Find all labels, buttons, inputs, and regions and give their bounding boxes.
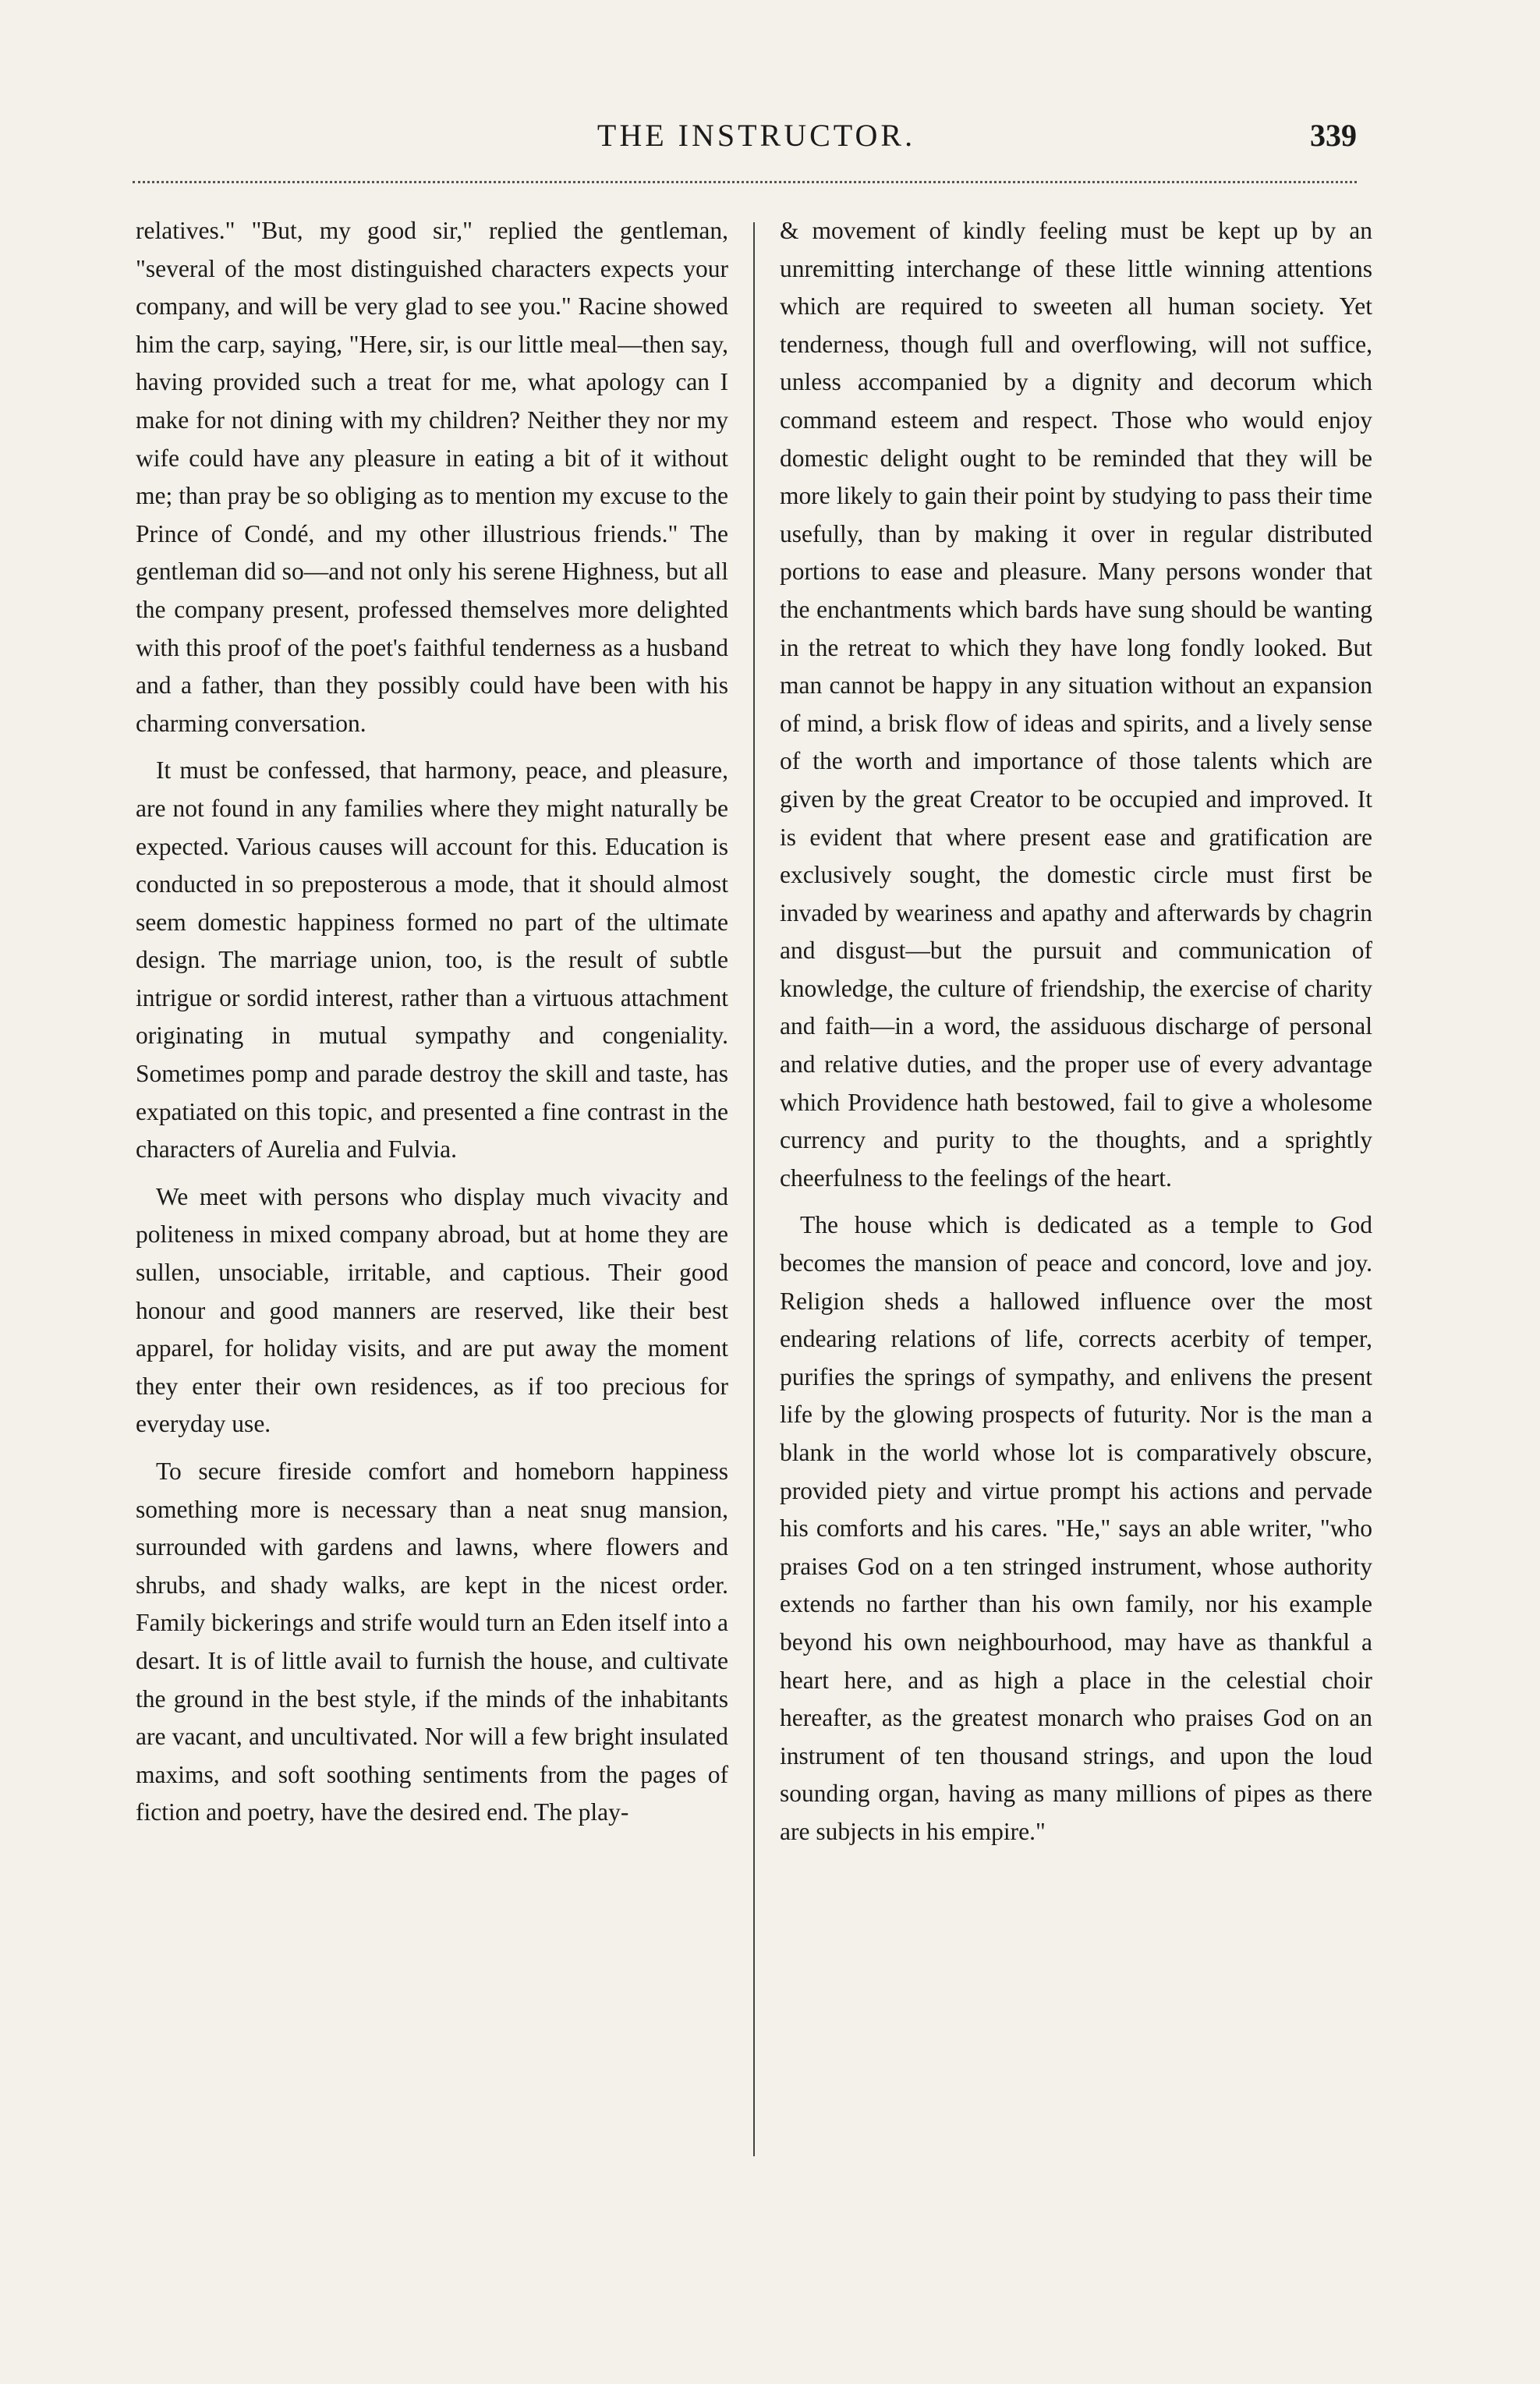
page-number: 339 xyxy=(1310,118,1357,153)
column-divider xyxy=(753,222,755,2156)
running-head xyxy=(133,117,1380,164)
paragraph: The house which is dedicated as a temple to God becomes the mansion of peace and concord, love and joy. Religion sheds a hallowed influence over the most endearing relations of life, corrects acerbity of temper, purifies the springs of sympathy, and enlivens the present life by the glowing prospects of futurity. Nor is the man a blank in the world whose lot is comparatively obscure, provided piety and virtue prompt his actions and pervade his comforts and his cares. "He," says an able writer, "who praises God on a ten stringed instrument, whose authority extends no farther than his own family, nor his example beyond his own neighbourhood, may have as thankful a heart here, and as high a place in the celestial choir hereafter, as the greatest monarch who praises God on an instrument of ten thousand strings, and upon the loud sounding organ, having as many millions of pipes as there are subjects in his empire." xyxy=(780,1211,1372,1845)
left-column xyxy=(136,212,728,1832)
paragraph: To secure fireside comfort and homeborn happiness something more is necessary than a neat snug mansion, surrounded with gardens and lawns, where flowers and shrubs, and shady walks, are kept in the nicest order. Family bickerings and strife would turn an Eden itself into a desart. It is of little avail to furnish the house, and cultivate the ground in the best style, if the minds of the inhabitants are vacant, and uncultivated. Nor will a few bright insulated maxims, and soft soothing sentiments from the pages of fiction and poetry, have the desired end. The play- xyxy=(136,1458,728,1826)
right-column xyxy=(780,212,1372,1851)
paragraph: It must be confessed, that harmony, peace, and pleasure, are not found in any families where they might naturally be expected. Various causes will account for this. Education is conducted in so preposterous a mode, that it should almost seem domestic happiness formed no part of the ultimate design. The marriage union, too, is the result of subtle intrigue or sordid interest, rather than a virtuous attachment originating in mutual sympathy and congeniality. Sometimes pomp and parade destroy the skill and taste, has expatiated on this topic, and presented a fine contrast in the characters of Aurelia and Fulvia. xyxy=(136,756,728,1164)
paragraph: & movement of kindly feeling must be kept up by an unremitting interchange of these little winning attentions which are required to sweeten all human society. Yet tenderness, though full and overflowing, will not suffice, unless accompanied by a dignity and decorum which command esteem and respect. Those who would enjoy domestic delight ought to be reminded that they will be more likely to gain their point by studying to pass their time usefully, than by making it over in regular distributed portions to ease and pleasure. Many persons wonder that the enchantments which bards have sung should be wanting in the retreat to which they have long fondly looked. But man cannot be happy in any situation without an expansion of mind, a brisk flow of ideas and spirits, and a lively sense of the worth and importance of those talents which are given by the great Creator to be occupied and improved. It is evident that where present ease and gratification are exclusively sought, the domestic circle must first be invaded by weariness and apathy and afterwards by chagrin and disgust—but the pursuit and communication of knowledge, the culture of friendship, the exercise of charity and faith—in a word, the assiduous discharge of personal and relative duties, and the proper use of every advantage which Providence hath bestowed, fail to give a wholesome currency and purity to the thoughts, and a sprightly cheerfulness to the feelings of the heart. xyxy=(780,217,1372,1192)
paragraph: We meet with persons who display much vivacity and politeness in mixed company abroad, but at home they are sullen, unsociable, irritable, and captious. Their good honour and good manners are reserved, like their best apparel, for holiday visits, and are put away the moment they enter their own residences, as if too precious for everyday use. xyxy=(136,1182,728,1438)
header-rule xyxy=(133,181,1357,183)
paragraph: relatives." "But, my good sir," replied the gentleman, "several of the most distinguished characters expects your company, and will be very glad to see you." Racine showed him the carp, saying, "Here, sir, is our little meal—then say, having provided such a treat for me, what apology can I make for not dining with my children? Neither they nor my wife could have any pleasure in eating a bit of it without me; than pray be so obliging as to mention my excuse to the Prince of Condé, and my other illustrious friends." The gentleman did so—and not only his serene Highness, but all the company present, professed themselves more delighted with this proof of the poet's faithful tenderness as a husband and a father, than they possibly could have been with his charming conversation. xyxy=(136,217,728,737)
running-title: THE INSTRUCTOR. xyxy=(597,118,916,153)
